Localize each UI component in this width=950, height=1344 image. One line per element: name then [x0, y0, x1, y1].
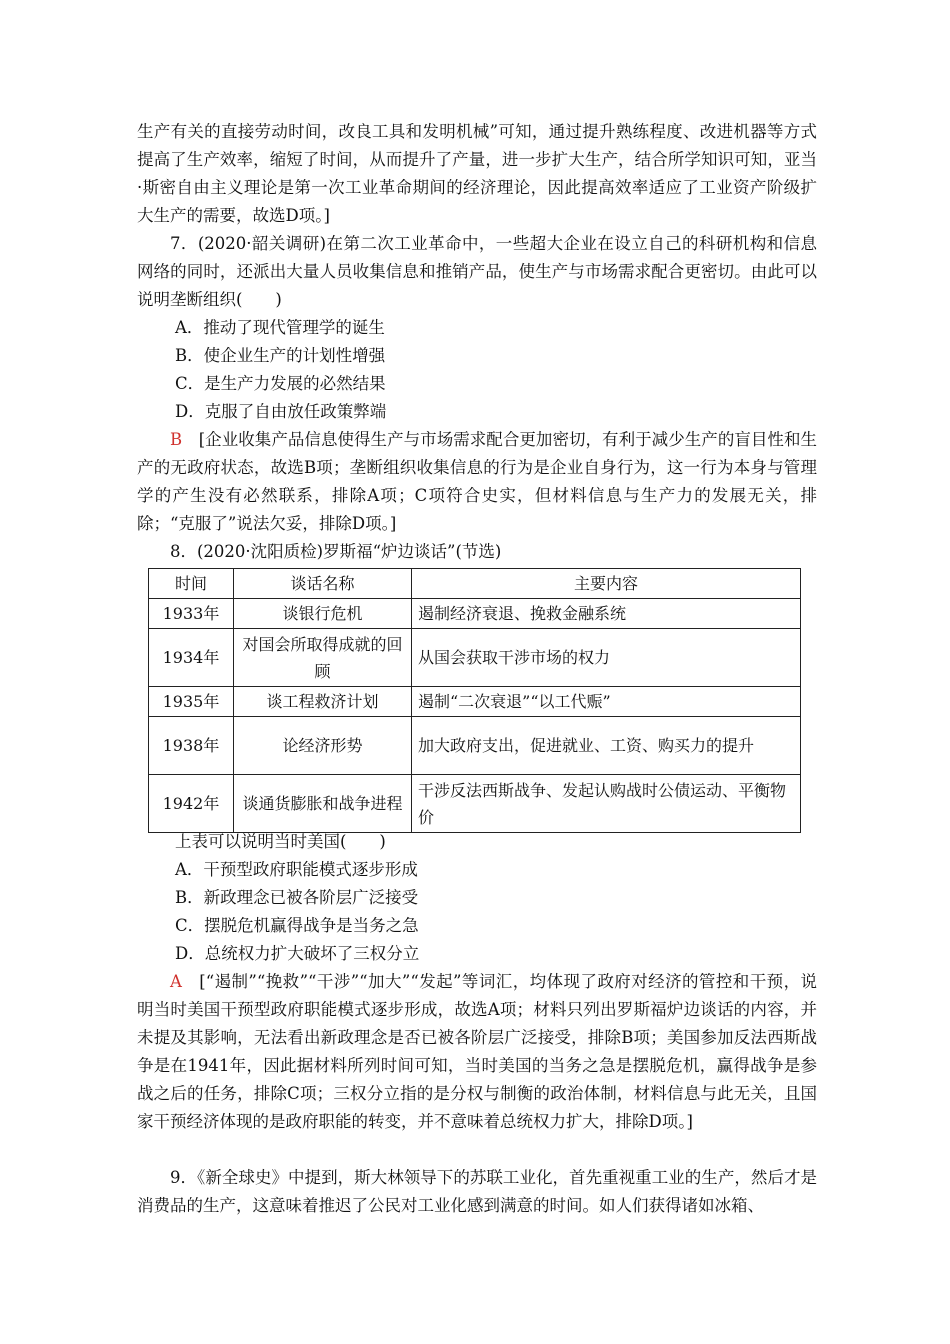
q8-after-table: 上表可以说明当时美国( ) — [175, 832, 386, 851]
table-header-title: 谈话名称 — [234, 569, 412, 599]
table-row — [149, 775, 801, 833]
q8-answer: A — [170, 972, 182, 991]
q8-option-c: C．摆脱危机赢得战争是当务之急 — [175, 916, 419, 935]
q8-answer-block — [137, 968, 817, 1136]
table-row — [149, 629, 801, 687]
q7-option-b: B．使企业生产的计划性增强 — [175, 346, 386, 365]
q8-explanation: [“遏制”“挽救”“干涉”“加大”“发起”等词汇，均体现了政府对经济的管控和干预，说明当时美国干预型政府职能模式逐步形成，故选A项；材料只列出罗斯福炉边谈话的内容，并未提及其影响，无法看出新政理念是否已被各阶层广泛接受，排除B项；美国参加反法西斯战争是在1941年，因此据材料所列时间可知，当时美国的当务之急是摆脱危机，赢得战争是参战之后的任务，排除C项；三权分立指的是分权与制衡的政治体制，材料信息与此无关，且国家干预经济体现的是政府职能的转变，并不意味着总统权力扩大，排除D项。] — [137, 972, 817, 1131]
table-cell-year: 1933年 — [149, 599, 234, 629]
table-header-content: 主要内容 — [412, 569, 801, 599]
table-cell-title: 谈银行危机 — [234, 599, 412, 629]
table-cell-title: 谈工程救济计划 — [234, 687, 412, 717]
q7-option-a: A．推动了现代管理学的诞生 — [175, 318, 385, 337]
table-cell-content: 从国会获取干涉市场的权力 — [412, 629, 801, 687]
table-cell-year: 1935年 — [149, 687, 234, 717]
table-cell-content: 加大政府支出，促进就业、工资、购买力的提升 — [412, 717, 801, 775]
table-row — [149, 599, 801, 629]
q7-answer-block — [137, 426, 817, 538]
q9-stem: 9．《新全球史》中提到，斯大林领导下的苏联工业化，首先重视重工业的生产，然后才是消费品的生产，这意味着推迟了公民对工业化感到满意的时间。如人们获得诸如冰箱、 — [137, 1168, 817, 1215]
q8-option-b: B．新政理念已被各阶层广泛接受 — [175, 888, 419, 907]
table-row — [149, 717, 801, 775]
table-cell-year: 1934年 — [149, 629, 234, 687]
table-cell-year: 1942年 — [149, 775, 234, 833]
table-cell-title: 谈通货膨胀和战争进程 — [234, 775, 412, 833]
table-cell-content: 遏制经济衰退、挽救金融系统 — [412, 599, 801, 629]
table-cell-content: 干涉反法西斯战争、发起认购战时公债运动、平衡物价 — [412, 775, 801, 833]
table-cell-content: 遏制“二次衰退”“以工代赈” — [412, 687, 801, 717]
previous-explanation: 生产有关的直接劳动时间，改良工具和发明机械”可知，通过提升熟练程度、改进机器等方式提高了生产效率，缩短了时间，从而提升了产量，进一步扩大生产，结合所学知识可知，亚当·斯密自由主义理论是第一次工业革命期间的经济理论，因此提高效率适应了工业资产阶级扩大生产的需要，故选D项。] — [137, 122, 817, 225]
q7-answer: B — [170, 430, 183, 449]
q7-option-d: D．克服了自由放任政策弊端 — [175, 402, 387, 421]
table-cell-title: 对国会所取得成就的回顾 — [234, 629, 412, 687]
q7-option-c: C．是生产力发展的必然结果 — [175, 374, 386, 393]
fireside-chats-table — [148, 568, 801, 833]
table-header-row — [149, 569, 801, 599]
q7-explanation: [企业收集产品信息使得生产与市场需求配合更加密切，有利于减少生产的盲目性和生产的无政府状态，故选B项；垄断组织收集信息的行为是企业自身行为，这一行为本身与管理学的产生没有必然联系，排除A项；C项符合史实，但材料信息与生产力的发展无关，排除；“克服了”说法欠妥，排除D项。] — [137, 430, 817, 533]
table-cell-title: 论经济形势 — [234, 717, 412, 775]
table-row — [149, 687, 801, 717]
q8-option-d: D．总统权力扩大破坏了三权分立 — [175, 944, 420, 963]
q8-stem: 8．(2020·沈阳质检)罗斯福“炉边谈话”(节选) — [170, 542, 502, 561]
q7-stem: 7．(2020·韶关调研)在第二次工业革命中，一些超大企业在设立自己的科研机构和信息网络的同时，还派出大量人员收集信息和推销产品，使生产与市场需求配合更密切。由此可以说明垄断组织( ) — [137, 234, 817, 309]
table-cell-year: 1938年 — [149, 717, 234, 775]
table-header-time: 时间 — [149, 569, 234, 599]
q8-option-a: A．干预型政府职能模式逐步形成 — [175, 860, 418, 879]
